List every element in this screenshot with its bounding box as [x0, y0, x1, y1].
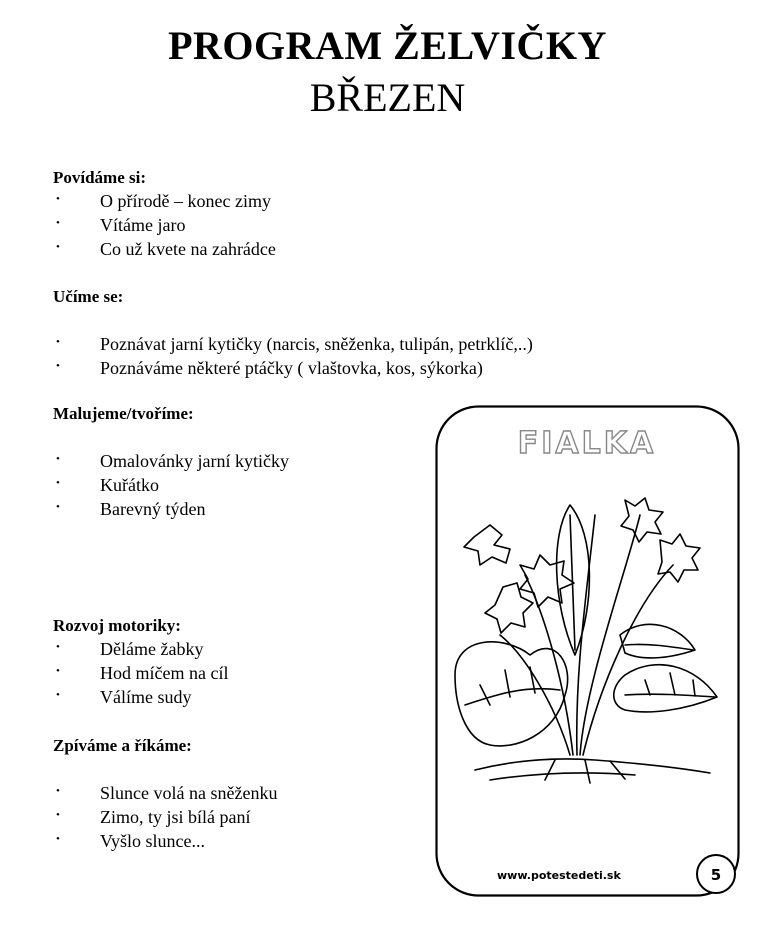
list-item: • Co už kvete na zahrádce — [53, 237, 276, 261]
section-list — [53, 332, 533, 380]
list-item: • Vítáme jaro — [53, 213, 276, 237]
card-url: www.potestedeti.sk — [497, 869, 621, 882]
section-list — [53, 781, 277, 853]
section-heading: Zpíváme a říkáme: — [53, 736, 192, 755]
list-item: • Slunce volá na sněženku — [53, 781, 277, 805]
page-subtitle: BŘEZEN — [309, 75, 466, 120]
section-heading: Rozvoj motoriky: — [53, 616, 181, 635]
section-heading: Povídáme si: — [53, 168, 147, 187]
section-list — [53, 637, 228, 709]
section-malujeme-tvorime — [53, 403, 289, 521]
section-rozvoj-motoriky — [53, 615, 228, 709]
list-item: • Poznáváme některé ptáčky ( vlaštovka, kos, sýkorka) — [53, 356, 533, 380]
card-title: FIALKA — [517, 426, 657, 461]
section-povidame-si — [53, 167, 276, 261]
list-item: • Válíme sudy — [53, 685, 228, 709]
list-item: • Omalovánky jarní kytičky — [53, 449, 289, 473]
list-item: • Zimo, ty jsi bílá paní — [53, 805, 277, 829]
page-title: PROGRAM ŽELVIČKY — [168, 23, 607, 68]
list-item: • Hod míčem na cíl — [53, 661, 228, 685]
list-item: • Děláme žabky — [53, 637, 228, 661]
list-item: • Vyšlo slunce... — [53, 829, 277, 853]
list-item: • Kuřátko — [53, 473, 289, 497]
section-heading: Malujeme/tvoříme: — [53, 404, 194, 423]
section-ucime-se — [53, 286, 533, 380]
section-list — [53, 449, 289, 521]
section-zpivame-a-rikame — [53, 735, 277, 853]
page-number: 5 — [710, 866, 722, 884]
list-item: • O přírodě – konec zimy — [53, 189, 276, 213]
section-list — [53, 189, 276, 261]
coloring-card — [435, 405, 740, 897]
list-item: • Poznávat jarní kytičky (narcis, sněženka, tulipán, petrklíč,..) — [53, 332, 533, 356]
section-heading: Učíme se: — [53, 287, 124, 306]
violet-flower-drawing — [435, 405, 740, 897]
list-item: • Barevný týden — [53, 497, 289, 521]
